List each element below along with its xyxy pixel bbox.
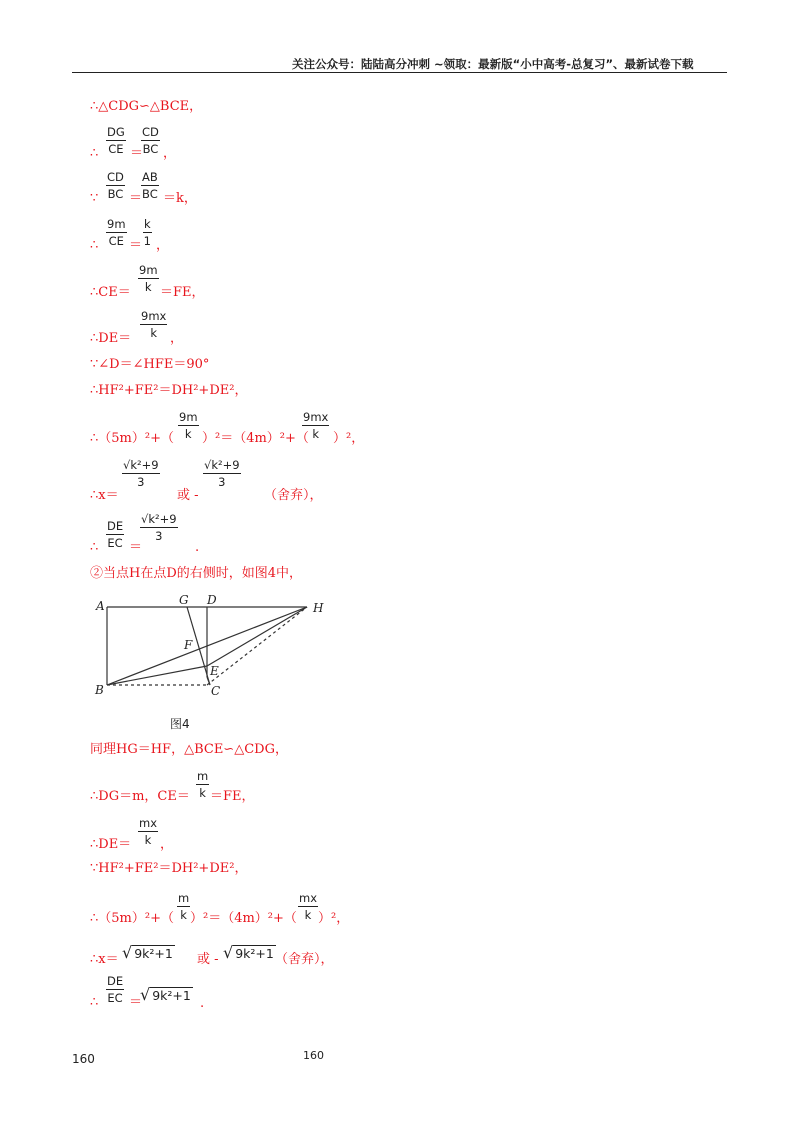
fraction-denominator: BC (142, 142, 159, 156)
fraction-numerator: DE (107, 519, 124, 533)
equals-sign: ＝ (130, 146, 144, 161)
line-de-value-pre: ∴DE＝ (90, 331, 132, 346)
label-e: E (210, 664, 219, 678)
label-f: F (184, 638, 193, 652)
fraction-m-k-2 (177, 891, 190, 922)
label-a: A (96, 599, 105, 613)
label-b: B (95, 683, 104, 697)
fraction-ratio-result (140, 512, 178, 543)
fraction-de-ec (106, 519, 124, 550)
fraction-mx-k (138, 816, 158, 847)
line-eh (207, 607, 307, 666)
fraction-x-solution-2 (203, 458, 241, 489)
line-x-solution-mid: 或 - (177, 488, 199, 503)
fraction-denominator: k (144, 833, 152, 847)
fraction-numerator: m (178, 891, 190, 905)
fraction-numerator: √k²+9 (141, 512, 177, 526)
fraction-m-k (196, 769, 209, 800)
line-ce-value-pre: ∴CE＝ (90, 285, 131, 300)
fraction-numerator: DE (107, 974, 124, 988)
header-rule (72, 72, 727, 73)
line-ch-dashed (207, 607, 307, 685)
sqrt-solution-2 (223, 943, 276, 962)
line-ratio-result-2-symbol: ∴ (90, 995, 99, 1010)
line-x-solution-pre: ∴x＝ (90, 488, 119, 503)
fraction-numerator: √k²+9 (204, 458, 240, 472)
line-equation-2-a: ∴（5m）²+（ (90, 911, 174, 926)
line-ratio-result-2-tail: . (200, 996, 205, 1011)
fraction-cd-bc-2 (106, 170, 125, 201)
fraction-numerator: 9m (179, 410, 198, 424)
line-similar-triangles: ∴△CDG∽△BCE， (90, 99, 203, 114)
fraction-numerator: 9m (139, 263, 158, 277)
line-ratio-result-tail: . (195, 540, 200, 555)
fraction-dg-ce (106, 125, 126, 156)
radicand: 9k²+1 (134, 946, 173, 961)
line-ce-value-2-tail: ＝FE， (210, 789, 255, 804)
fraction-numerator: CD (107, 170, 124, 184)
line-x-solution-2-pre: ∴x＝ (90, 952, 119, 967)
radical-sign: √ (140, 985, 151, 1004)
line-ratio-3-tail: ， (156, 238, 170, 253)
line-x-solution-tail: （舍弃）， (264, 488, 323, 503)
fraction-numerator: AB (142, 170, 158, 184)
line-de-value-tail: ， (170, 331, 184, 346)
fraction-denominator: EC (107, 536, 123, 550)
radicand: 9k²+1 (235, 946, 274, 961)
page-number-left: 160 (72, 1052, 95, 1066)
fraction-denominator: k (312, 427, 319, 441)
fraction-mx-k-2 (298, 891, 318, 922)
fraction-numerator: 9m (107, 217, 126, 231)
fraction-cd-bc (141, 125, 160, 156)
line-similar-triangles-2: 同理HG＝HF，△BCE∽△CDG， (90, 742, 288, 757)
line-ratio-2-symbol: ∵ (90, 191, 99, 206)
fraction-numerator: 9mx (303, 410, 329, 424)
fraction-denominator: k (150, 326, 157, 340)
radical-sign: √ (223, 943, 234, 962)
line-ratio-result-symbol: ∴ (90, 540, 99, 555)
fraction-denominator: 1 (143, 234, 151, 248)
line-ratio-2-tail: ＝k， (163, 191, 197, 206)
line-de-value-2-tail: ， (160, 837, 174, 852)
sqrt-solution-1 (122, 943, 175, 962)
fraction-numerator: DG (107, 125, 125, 139)
line-ce-value-2-pre: ∴DG＝m，CE＝ (90, 789, 190, 804)
equals-sign: ＝ (129, 995, 143, 1010)
page-header: 关注公众号：陆陆高分冲刺 ~领取：最新版“小中高考-总复习”、最新试卷下载 (292, 57, 694, 71)
fraction-numerator: √k²+9 (123, 458, 159, 472)
fraction-denominator: k (180, 908, 187, 922)
sqrt-ratio-result (140, 985, 193, 1004)
equals-sign: ＝ (129, 540, 143, 555)
line-ratio-1-tail: ， (163, 146, 177, 161)
equals-sign: ＝ (129, 238, 143, 253)
fraction-denominator: BC (142, 187, 158, 201)
line-equation-2-b: ）²＝（4m）²+（ (190, 911, 297, 926)
line-equation-b: ）²＝（4m）²+（ (202, 431, 309, 446)
fraction-9mx-k-2 (302, 410, 329, 441)
fraction-denominator: k (199, 786, 206, 800)
fraction-k-1 (143, 217, 152, 248)
fraction-numerator: m (197, 769, 209, 783)
fraction-numerator: 9mx (141, 309, 167, 323)
line-equation-a: ∴（5m）²+（ (90, 431, 174, 446)
fraction-numerator: mx (299, 891, 318, 905)
line-right-angles: ∵∠D＝∠HFE＝90° (90, 357, 210, 372)
figure-caption: 图4 (170, 717, 190, 731)
fraction-denominator: BC (107, 187, 124, 201)
fraction-denominator: k (184, 427, 192, 441)
fraction-denominator: EC (107, 991, 123, 1005)
fraction-numerator: CD (142, 125, 159, 139)
line-x-solution-2-mid: 或 - (197, 952, 219, 967)
label-d: D (207, 593, 217, 607)
line-equation-2-c: ）²， (318, 911, 350, 926)
line-x-solution-2-tail: （舍弃）， (275, 952, 334, 967)
line-be (107, 666, 207, 685)
page-number-center: 160 (303, 1049, 324, 1062)
fraction-denominator: CE (108, 234, 124, 248)
fraction-9m-k-2 (178, 410, 199, 441)
line-pythagoras: ∴HF²+FE²＝DH²+DE²， (90, 383, 248, 398)
line-equation-c: ）²， (333, 431, 365, 446)
fraction-numerator: k (144, 217, 151, 231)
fraction-9m-k (138, 263, 159, 294)
fraction-denominator: 3 (218, 475, 226, 489)
fraction-denominator: CE (108, 142, 124, 156)
radical-sign: √ (122, 943, 133, 962)
radicand: 9k²+1 (152, 988, 191, 1003)
label-g: G (179, 593, 189, 607)
line-pythagoras-2: ∵HF²+FE²＝DH²+DE²， (90, 861, 248, 876)
label-h: H (313, 601, 324, 615)
fraction-x-solution-1 (122, 458, 160, 489)
fraction-denominator: k (144, 280, 152, 294)
line-ce-value-tail: ＝FE， (160, 285, 205, 300)
fraction-denominator: k (304, 908, 312, 922)
fraction-ab-bc (141, 170, 159, 201)
equals-sign: ＝ (129, 191, 143, 206)
fraction-denominator: 3 (137, 475, 145, 489)
fraction-denominator: 3 (155, 529, 163, 543)
fraction-de-ec-2 (106, 974, 124, 1005)
line-ratio-1-symbol: ∴ (90, 146, 99, 161)
line-de-value-2-pre: ∴DE＝ (90, 837, 132, 852)
line-case-2: ②当点H在点D的右侧时，如图4中， (90, 566, 303, 581)
label-c: C (211, 684, 221, 698)
fraction-9m-ce (106, 217, 127, 248)
fraction-numerator: mx (139, 816, 158, 830)
line-ratio-3-symbol: ∴ (90, 238, 99, 253)
fraction-9mx-k (140, 309, 167, 340)
